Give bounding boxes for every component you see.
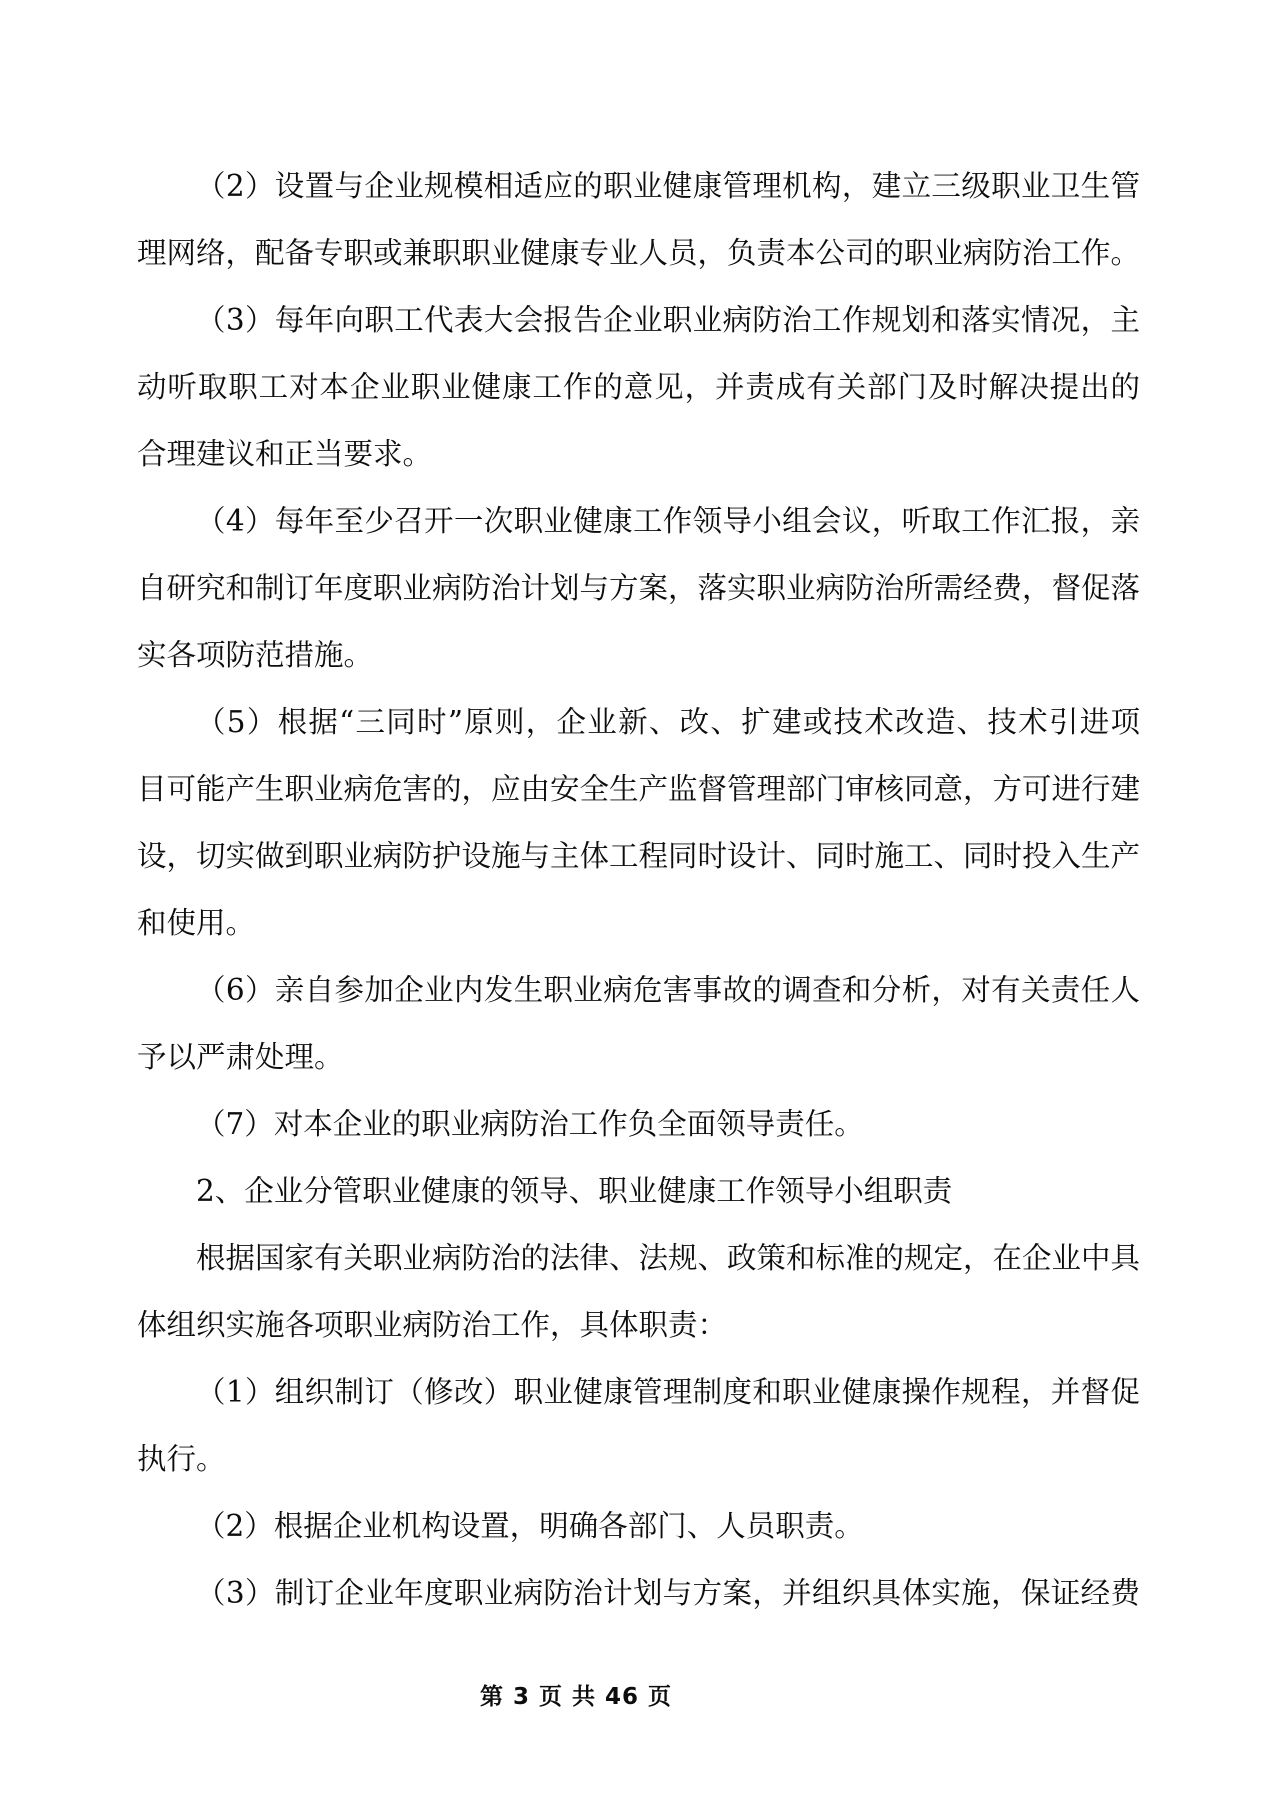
page-number-text: 第 3 页 共 46 页 (479, 1684, 673, 1710)
text-line: （3）每年向职工代表大会报告企业职业病防治工作规划和落实情况，主 (196, 303, 1140, 337)
text-line: 实各项防范措施。 (137, 638, 374, 672)
text-line: 自研究和制订年度职业病防治计划与方案，落实职业病防治所需经费，督促落 (137, 571, 1141, 605)
text-line: 理网络，配备专职或兼职职业健康专业人员，负责本公司的职业病防治工作。 (137, 236, 1141, 270)
paragraph (137, 1560, 1140, 1627)
paragraph (137, 957, 1140, 1091)
page-footer (0, 1678, 1280, 1711)
paragraph (137, 1091, 1140, 1158)
paragraph (137, 1493, 1140, 1560)
text-line: 动听取职工对本企业职业健康工作的意见，并责成有关部门及时解决提出的 (137, 370, 1140, 404)
text-line: 合理建议和正当要求。 (137, 437, 433, 471)
text-line: （2）设置与企业规模相适应的职业健康管理机构，建立三级职业卫生管 (196, 169, 1140, 203)
text-line: 执行。 (137, 1442, 226, 1476)
text-line: （7）对本企业的职业病防治工作负全面领导责任。 (196, 1107, 864, 1141)
paragraph (137, 287, 1140, 488)
text-line: （6）亲自参加企业内发生职业病危害事故的调查和分析，对有关责任人 (196, 973, 1140, 1007)
text-line: 目可能产生职业病危害的，应由安全生产监督管理部门审核同意，方可进行建 (137, 772, 1141, 806)
paragraph (137, 488, 1140, 689)
paragraph (137, 689, 1140, 957)
text-line: 设，切实做到职业病防护设施与主体工程同时设计、同时施工、同时投入生产 (137, 839, 1141, 873)
text-line: 体组织实施各项职业病防治工作，具体职责： (137, 1308, 728, 1342)
paragraph (137, 1225, 1140, 1359)
text-line: （2）根据企业机构设置，明确各部门、人员职责。 (196, 1509, 864, 1543)
text-line: （4）每年至少召开一次职业健康工作领导小组会议，听取工作汇报，亲 (196, 504, 1140, 538)
paragraph (137, 1359, 1140, 1493)
text-line: （3）制订企业年度职业病防治计划与方案，并组织具体实施，保证经费 (196, 1576, 1140, 1610)
paragraph (137, 1158, 1140, 1225)
text-line: 2、企业分管职业健康的领导、职业健康工作领导小组职责 (196, 1174, 953, 1208)
text-line: 和使用。 (137, 906, 256, 940)
document-body (137, 153, 1140, 1627)
text-line: （1）组织制订（修改）职业健康管理制度和职业健康操作规程，并督促 (196, 1375, 1140, 1409)
paragraph (137, 153, 1140, 287)
text-line: 予以严肃处理。 (137, 1040, 344, 1074)
text-line: 根据国家有关职业病防治的法律、法规、政策和标准的规定，在企业中具 (196, 1241, 1141, 1275)
text-line: （5）根据“三同时”原则，企业新、改、扩建或技术改造、技术引进项 (196, 705, 1140, 739)
